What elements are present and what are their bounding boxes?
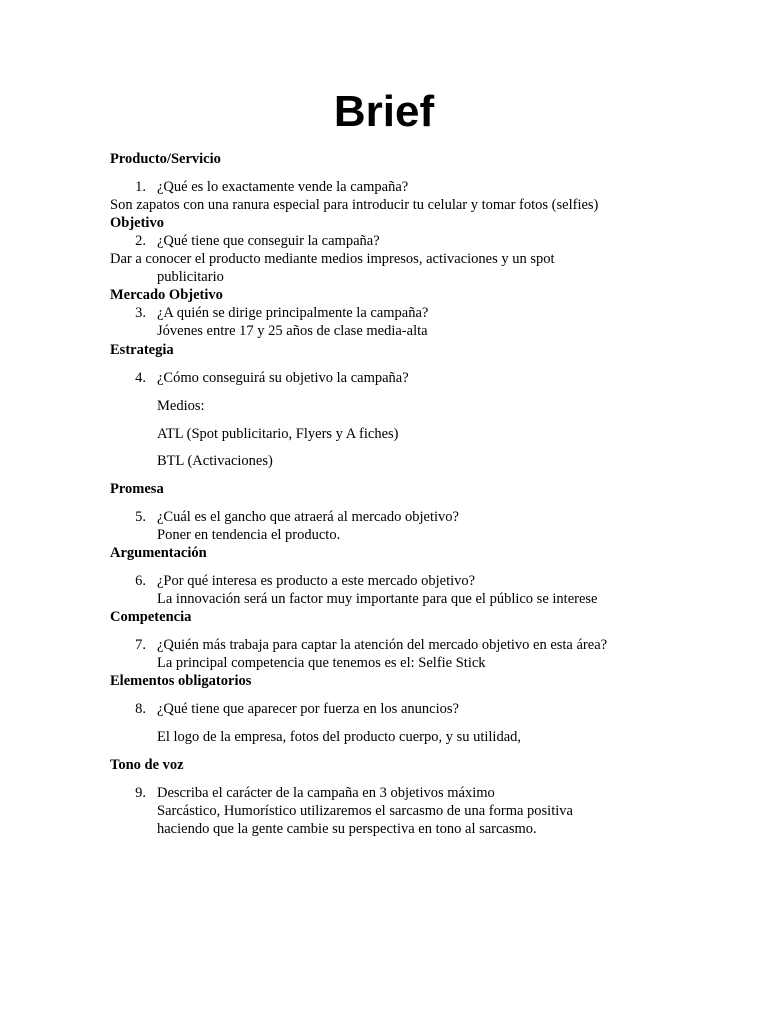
answer-4-line-2: ATL (Spot publicitario, Flyers y A fiches) [157,426,399,442]
section-heading-objetivo: Objetivo [110,215,164,231]
item-number-6: 6. [135,573,146,589]
question-1: ¿Qué es lo exactamente vende la campaña? [157,179,409,195]
question-8: ¿Qué tiene que aparecer por fuerza en los anuncios? [157,701,459,717]
question-3: ¿A quién se dirige principalmente la campaña? [157,305,429,321]
answer-4-line-3: BTL (Activaciones) [157,453,273,469]
item-number-3: 3. [135,305,146,321]
answer-2-line-1: Dar a conocer el producto mediante medios impresos, activaciones y un spot [110,251,555,267]
item-number-5: 5. [135,509,146,525]
answer-1-line-1: Son zapatos con una ranura especial para introducir tu celular y tomar fotos (selfies) [110,197,599,213]
item-number-8: 8. [135,701,146,717]
item-number-2: 2. [135,233,146,249]
answer-3-line-1: Jóvenes entre 17 y 25 años de clase media-alta [157,323,428,339]
section-heading-mercado-objetivo: Mercado Objetivo [110,287,223,303]
answer-6-line-1: La innovación será un factor muy importante para que el público se interese [157,591,598,607]
section-heading-producto: Producto/Servicio [110,151,221,167]
question-9: Describa el carácter de la campaña en 3 objetivos máximo [157,785,495,801]
question-2: ¿Qué tiene que conseguir la campaña? [157,233,380,249]
section-heading-elementos-obligatorios: Elementos obligatorios [110,673,252,689]
page-title: Brief [333,87,435,136]
question-7: ¿Quién más trabaja para captar la atención del mercado objetivo en esta área? [157,637,608,653]
answer-7-line-1: La principal competencia que tenemos es el: Selfie Stick [157,655,486,671]
answer-9-line-2: haciendo que la gente cambie su perspectiva en tono al sarcasmo. [157,821,537,837]
question-4: ¿Cómo conseguirá su objetivo la campaña? [157,370,409,386]
section-heading-argumentacion: Argumentación [110,545,207,561]
section-heading-competencia: Competencia [110,609,192,625]
answer-8-line-1: El logo de la empresa, fotos del producto cuerpo, y su utilidad, [157,729,522,745]
answer-2-line-2: publicitario [157,269,224,285]
answer-9-line-1: Sarcástico, Humorístico utilizaremos el sarcasmo de una forma positiva [157,803,573,819]
answer-4-line-1: Medios: [157,398,205,414]
item-number-7: 7. [135,637,146,653]
section-heading-estrategia: Estrategia [110,342,174,358]
question-6: ¿Por qué interesa es producto a este mercado objetivo? [157,573,476,589]
item-number-9: 9. [135,785,146,801]
item-number-1: 1. [135,179,146,195]
question-5: ¿Cuál es el gancho que atraerá al mercado objetivo? [157,509,459,525]
section-heading-tono-de-voz: Tono de voz [110,757,184,773]
item-number-4: 4. [135,370,146,386]
answer-5-line-1: Poner en tendencia el producto. [157,527,341,543]
section-heading-promesa: Promesa [110,481,164,497]
